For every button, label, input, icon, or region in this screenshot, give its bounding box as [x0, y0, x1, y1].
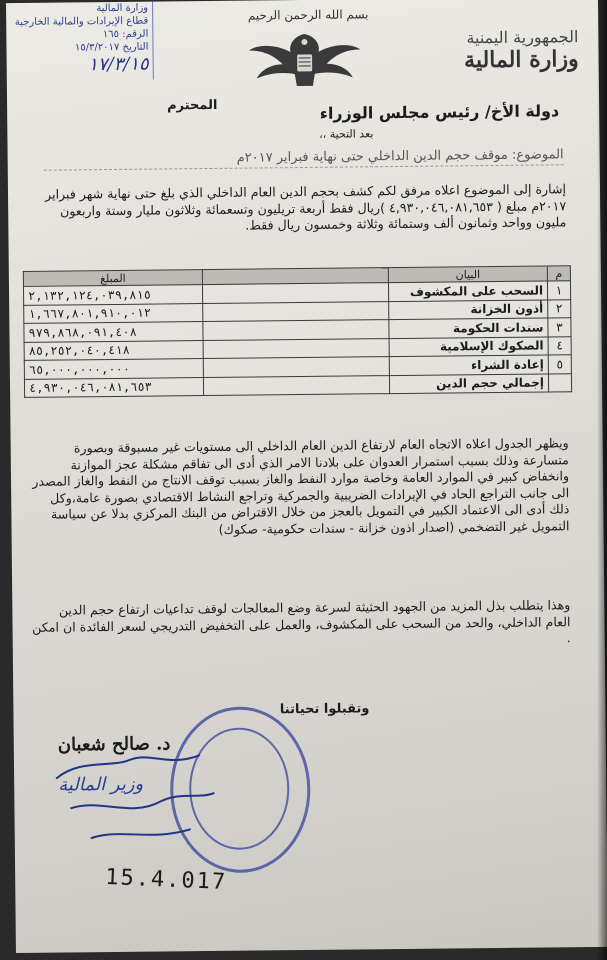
org-line-1: الجمهورية اليمنية — [466, 27, 579, 48]
header-label: البيان — [388, 266, 547, 283]
row-num: ٥ — [548, 355, 571, 374]
request-paragraph: وهذا يتطلب بذل المزيد من الجهود الحثيثة لسرعة وضع المعالجات لوقف تداعيات ارتفاع حجم الدين العام الداخلي، والحد من السحب على المكشوف، والعمل على التخفيض التدريجي لسعر الفائدة ان امكن . — [32, 597, 571, 646]
total-num — [548, 373, 571, 392]
row-amount: ١,٦٦٧,٨٠١,٩١٠,٠١٢ — [24, 303, 203, 323]
debt-table — [23, 265, 572, 398]
row-spacer — [203, 338, 389, 358]
row-spacer — [203, 357, 389, 377]
ministry-header — [464, 27, 579, 73]
eagle-emblem-icon — [244, 27, 365, 90]
signatory-name: د. صالح شعبان — [57, 733, 171, 756]
stamp-line-1: وزارة المالية — [96, 2, 149, 15]
row-spacer — [202, 283, 388, 303]
stamp-line-4: التاريخ ١٥/٣/٢٠١٧ — [74, 41, 149, 54]
row-num: ٢ — [548, 299, 571, 318]
intro-paragraph: إشارة إلى الموضوع اعلاه مرفق لكم كشف بحجم الدين العام الداخلي الذي بلغ حتى نهاية شهر فبراير ٢٠١٧م مبلغ ( ٤,٩٣٠,٠٤٦,٠٨١,٦٥٣ )ريال فقط أربعة تريليون وتسعمائة وثلاثون مليار وستة واربعون مليون وواحد وثمانون ألف وستمائة وثلاثة وخمسون ريال فقط. — [45, 181, 567, 233]
recipient: دولة الأخ/ رئيس مجلس الوزراء — [319, 101, 560, 123]
stamp-line-3: الرقم: ١٦٥ — [102, 28, 149, 41]
row-num: ١ — [547, 281, 570, 300]
row-num: ٣ — [548, 318, 571, 337]
stamp-line-2: قطاع الإيرادات والمالية الخارجية — [14, 15, 149, 29]
row-num: ٤ — [548, 336, 571, 355]
row-spacer — [203, 320, 389, 340]
subject-line: الموضوع: موقف حجم الدين الداخلي حتى نهاية فبراير ٢٠١٧م — [44, 147, 564, 170]
row-amount: ٨٥,٢٥٢,٠٤٠,٤١٨ — [24, 340, 203, 360]
closing-line: وتقبلوا تحياتنا — [279, 701, 370, 718]
total-amount: ٤,٩٣٠,٠٤٦,٠٨١,٦٥٣ — [24, 377, 203, 397]
org-line-2: وزارة المالية — [463, 46, 579, 74]
respected-label: المحترم — [167, 97, 218, 114]
row-spacer — [203, 301, 389, 321]
header-num: م — [547, 266, 570, 281]
row-label: السحب على المكشوف — [388, 281, 547, 301]
letter-page — [6, 0, 607, 953]
photo-edge-shadow — [597, 0, 607, 960]
body-paragraph: ويظهر الجدول اعلاه الاتجاه العام لارتفاع الدين العام الداخلي الى مستويات غير مسبوقة وبصورة متسارعة وذلك بسبب استمرار العدوان على بلادنا الامر الذي أدى الى تفاقم مشكلة عجز الموازنة وانخفاض كبير في الموارد العامة وخاصة موارد النفط والغاز بسبب توقف الانتاج من النفط والغاز المصدر الى جانب التراجع الحاد في الإيرادات الضريبية والجمركية وتراجع النشاط الاقتصادي بصورة عامة،وكل ذلك أدى الى الاعتماد الكبير في التمويل بالعجز من خلال الاقتراض من البنك المركزي بدلا عن سياسة التمويل غير التضخمي (اصدار اذون خزانة - سندات حكومية- صكوك) — [32, 435, 570, 537]
row-amount: ٢,١٣٢,١٢٤,٠٣٩,٨١٥ — [23, 285, 202, 305]
total-label: إجمالي حجم الدين — [389, 373, 548, 393]
signatory-title: وزير المالية — [58, 773, 144, 796]
stamp-handwritten: ١٧/٣/١٥ — [88, 53, 149, 76]
row-label: سندات الحكومة — [389, 318, 548, 338]
total-spacer — [203, 375, 389, 395]
row-label: الصكوك الإسلامية — [389, 336, 548, 356]
handwritten-date: 15.4.017 — [104, 864, 228, 896]
row-label: إعادة الشراء — [389, 355, 548, 375]
header-amount: المبلغ — [23, 270, 202, 287]
greeting: بعد التحية ،، — [319, 127, 374, 141]
row-amount: ٦٥,٠٠٠,٠٠٠,٠٠٠ — [24, 359, 203, 379]
row-amount: ٩٧٩,٨٦٨,٠٩١,٤٠٨ — [24, 322, 203, 342]
incoming-stamp — [12, 2, 154, 81]
bismillah: بسم الله الرحمن الرحيم — [247, 7, 369, 23]
row-label: أذون الخزانة — [389, 299, 548, 319]
